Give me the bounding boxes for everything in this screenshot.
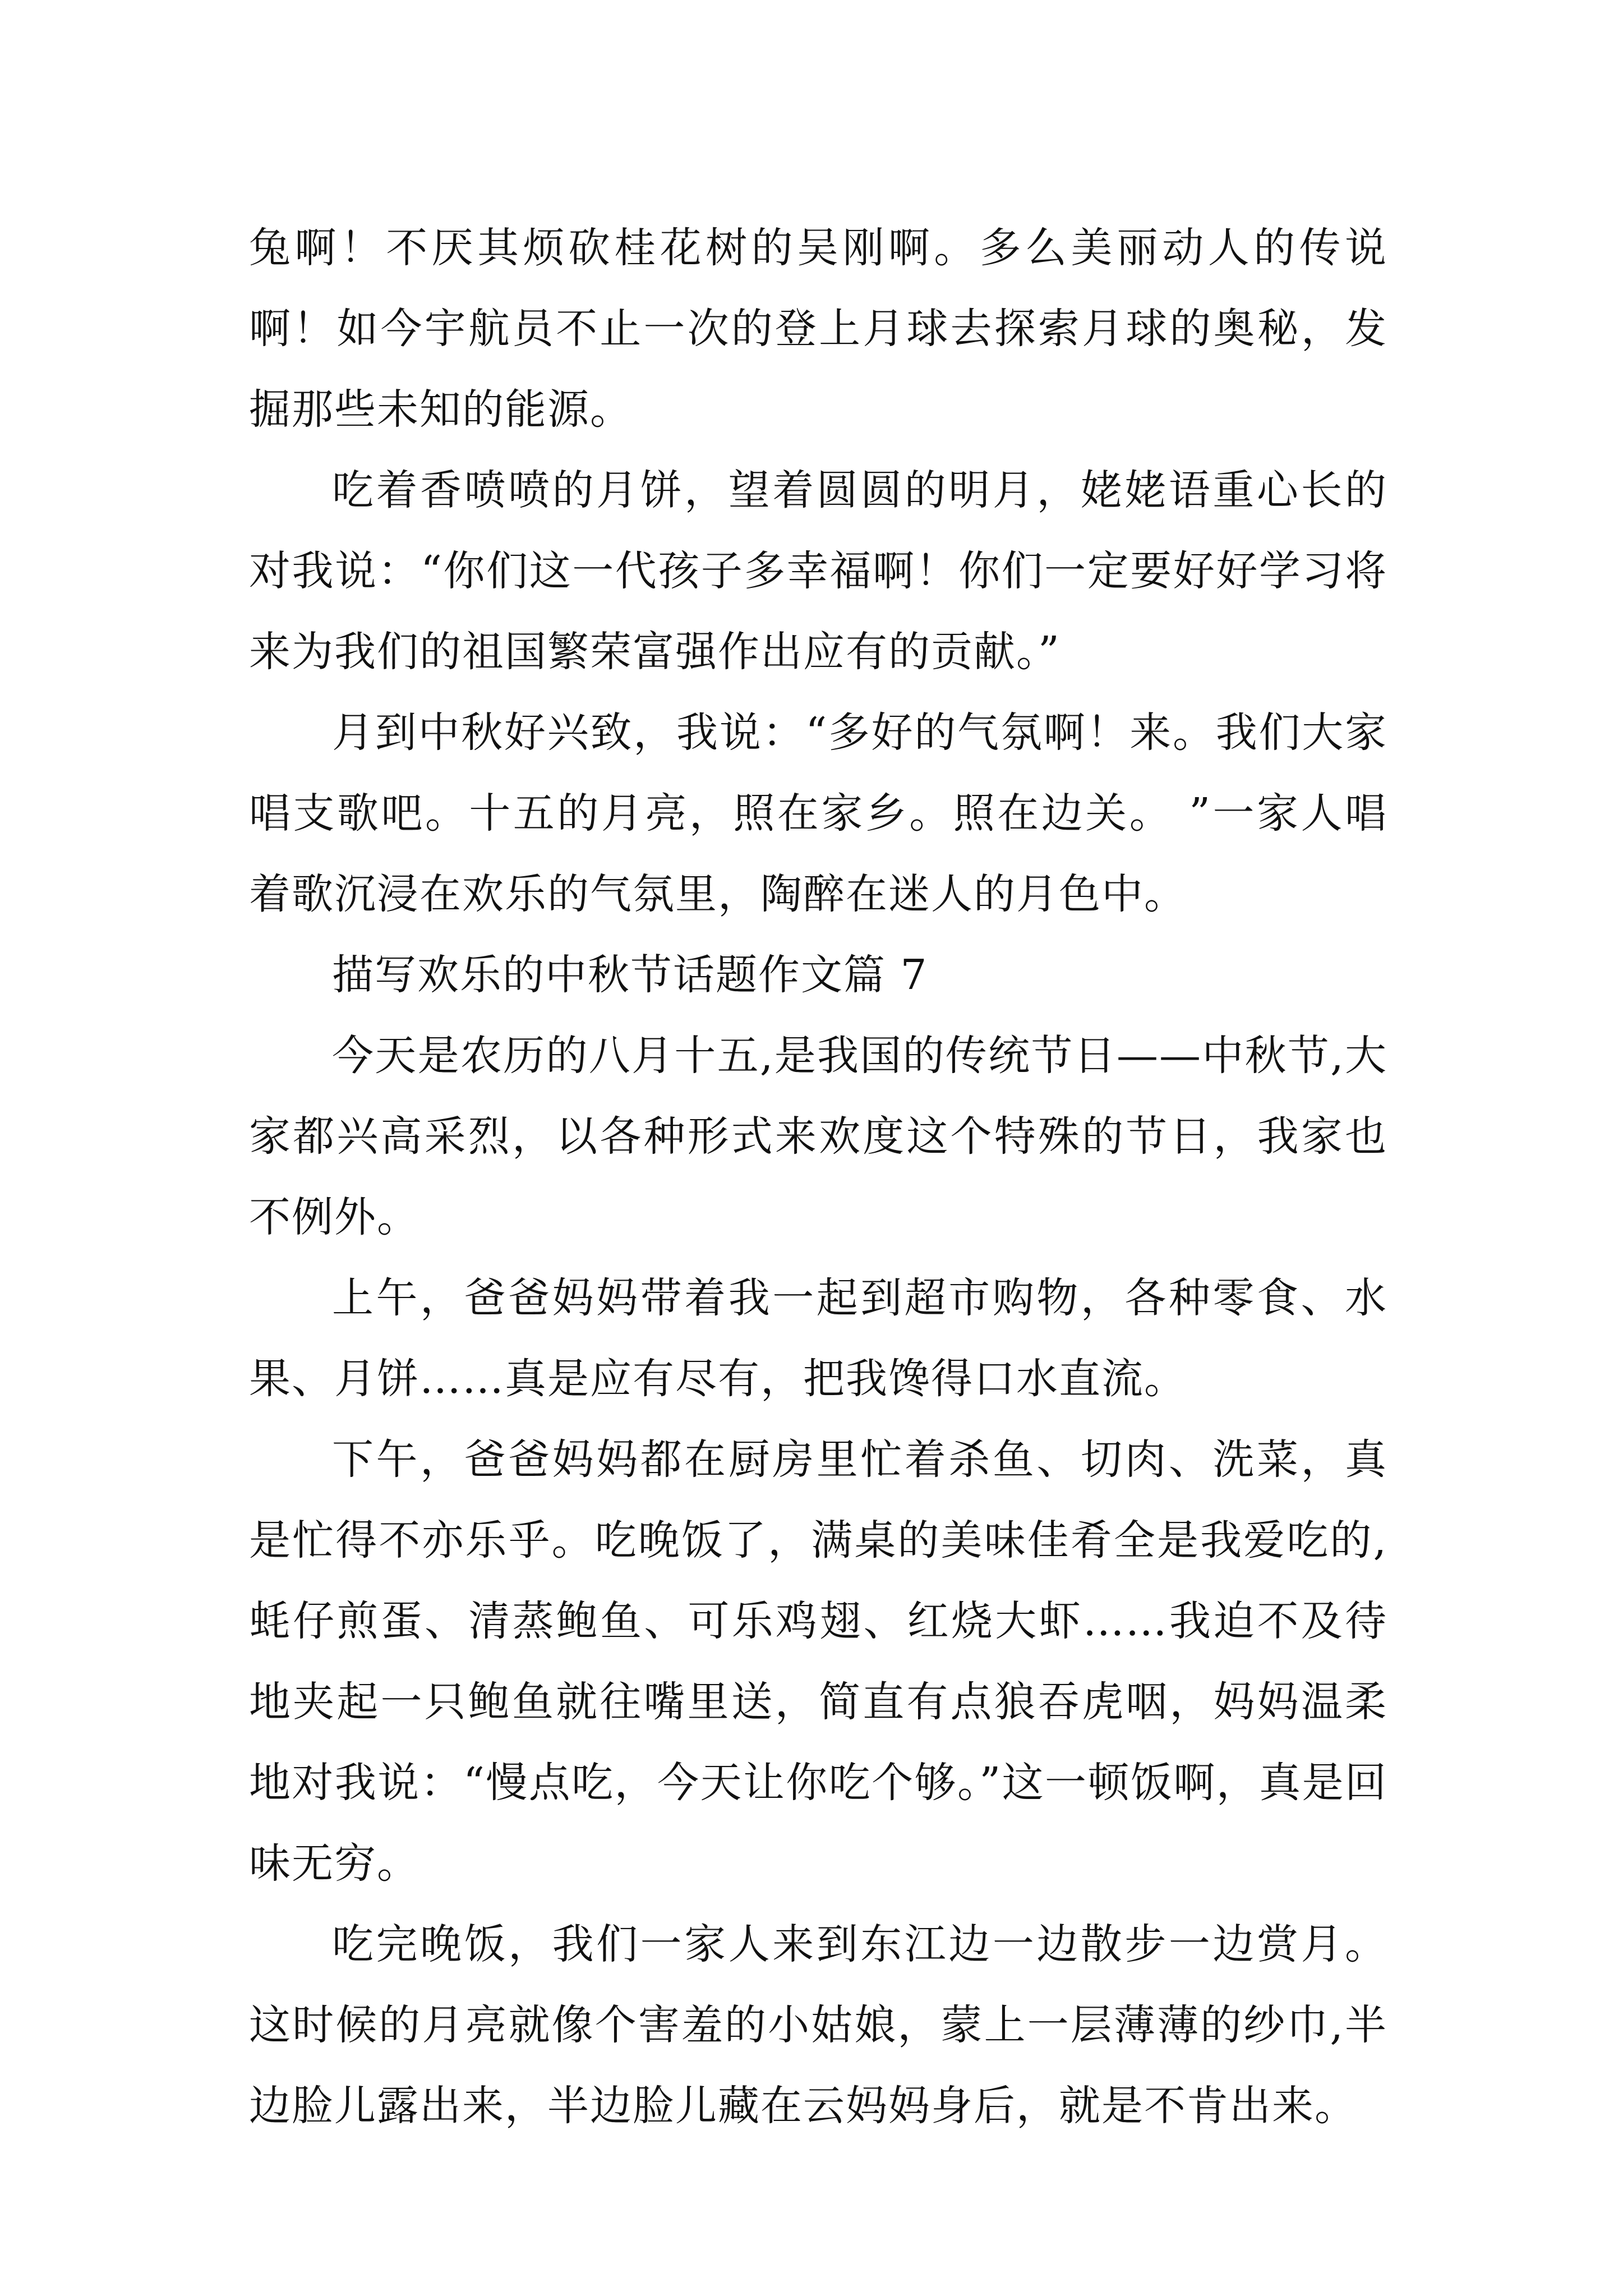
section-heading: 描写欢乐的中秋节话题作文篇 7 [332,951,928,999]
paragraph-continuation: 兔啊！不厌其烦砍桂花树的吴刚啊。多么美丽动人的传说啊！如今宇航员不止一次的登上月球去探索月球的奥秘，发掘那些未知的能源。 [249,224,1387,434]
paragraph: 月到中秋好兴致，我说：“多好的气氛啊！来。我们大家唱支歌吧。十五的月亮，照在家乡。照在边关。 ”一家人唱着歌沉浸在欢乐的气氛里，陶醉在迷人的月色中。 [249,708,1387,918]
paragraph: 今天是农历的八月十五,是我国的传统节日——中秋节,大家都兴高采烈，以各种形式来欢度这个特殊的节日，我家也不例外。 [249,1032,1387,1241]
paragraph: 下午，爸爸妈妈都在厨房里忙着杀鱼、切肉、洗菜，真是忙得不亦乐乎。吃晚饭了，满桌的美味佳肴全是我爱吃的,蚝仔煎蛋、清蒸鲍鱼、可乐鸡翅、红烧大虾……我迫不及待地夹起一只鲍鱼就往嘴里送，简直有点狼吞虎咽，妈妈温柔地对我说：“慢点吃，今天让你吃个够。”这一顿饭啊，真是回味无穷。 [249,1435,1387,1888]
paragraph: 上午，爸爸妈妈带着我一起到超市购物，各种零食、水果、月饼……真是应有尽有，把我馋得口水直流。 [249,1274,1387,1403]
paragraph: 吃着香喷喷的月饼，望着圆圆的明月，姥姥语重心长的对我说：“你们这一代孩子多幸福啊！你们一定要好好学习将来为我们的祖国繁荣富强作出应有的贡献。” [249,466,1387,676]
paragraph: 吃完晚饭，我们一家人来到东江边一边散步一边赏月。这时候的月亮就像个害羞的小姑娘，蒙上一层薄薄的纱巾,半边脸儿露出来，半边脸儿藏在云妈妈身后，就是不肯出来。 [249,1920,1387,2130]
document-body [249,208,1387,2146]
